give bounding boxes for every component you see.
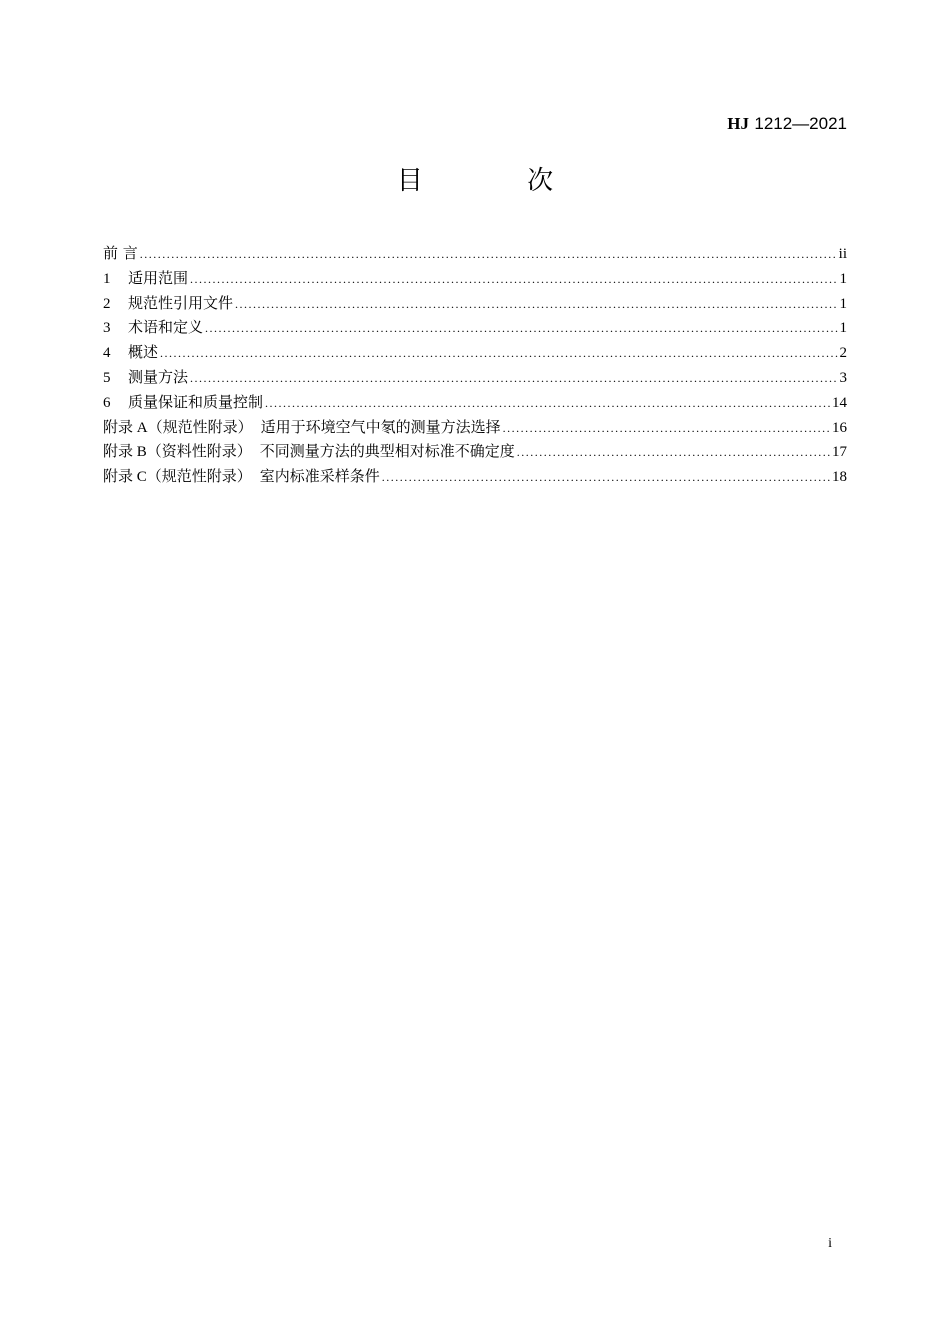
toc-entry-foreword[interactable] xyxy=(103,241,847,266)
standard-code: 1212—2021 xyxy=(754,114,847,133)
toc-leader-dots xyxy=(235,292,837,317)
toc-entry-label: 概述 xyxy=(128,343,159,362)
toc-entry-5[interactable] xyxy=(103,365,847,390)
toc-entry-label: 质量保证和质量控制 xyxy=(128,392,264,411)
toc-leader-dots xyxy=(140,242,837,267)
toc-entry-label: 不同测量方法的典型相对标准不确定度 xyxy=(259,442,515,461)
toc-entry-page: 16 xyxy=(832,419,847,436)
toc-entry-appendix-b[interactable] xyxy=(103,439,847,464)
toc-leader-dots xyxy=(205,316,837,341)
toc-entry-3[interactable] xyxy=(103,315,847,340)
toc-leader-dots xyxy=(503,416,830,441)
toc-entry-page: 2 xyxy=(839,345,847,362)
page-number: i xyxy=(828,1236,832,1251)
toc-entry-appendix-number: 附录 C（规范性附录） xyxy=(103,469,252,486)
toc-entry-number: 4 xyxy=(103,345,111,362)
toc-list xyxy=(103,241,847,489)
toc-entry-label: 术语和定义 xyxy=(128,318,204,337)
toc-leader-dots xyxy=(382,465,830,490)
toc-entry-page: 17 xyxy=(832,444,847,461)
toc-entry-number: 2 xyxy=(103,295,111,312)
toc-entry-2[interactable] xyxy=(103,291,847,316)
toc-entry-label: 测量方法 xyxy=(128,367,189,386)
toc-entry-number: 6 xyxy=(103,394,111,411)
toc-entry-label: 适用于环境空气中氡的测量方法选择 xyxy=(260,417,501,436)
toc-entry-page: 3 xyxy=(839,369,847,386)
toc-entry-page: 18 xyxy=(832,469,847,486)
toc-leader-dots xyxy=(517,440,830,465)
toc-entry-label: 前 言 xyxy=(103,244,138,262)
toc-entry-page: 1 xyxy=(839,270,847,287)
toc-entry-1[interactable] xyxy=(103,266,847,291)
toc-entry-number: 1 xyxy=(103,270,111,287)
toc-entry-label: 规范性引用文件 xyxy=(128,293,234,312)
toc-entry-label: 室内标准采样条件 xyxy=(259,467,380,486)
toc-entry-4[interactable] xyxy=(103,340,847,365)
toc-entry-number: 3 xyxy=(103,320,111,337)
toc-leader-dots xyxy=(190,366,837,391)
toc-entry-page: 1 xyxy=(839,295,847,312)
standard-number xyxy=(727,114,847,134)
toc-entry-page: 1 xyxy=(839,320,847,337)
toc-entry-label: 适用范围 xyxy=(128,268,189,287)
standard-prefix: HJ xyxy=(727,114,749,133)
toc-entry-page: ii xyxy=(838,246,847,262)
toc-leader-dots xyxy=(265,391,830,416)
toc-entry-appendix-c[interactable] xyxy=(103,464,847,489)
toc-entry-appendix-number: 附录 B（资料性附录） xyxy=(103,444,252,461)
toc-title: 目 次 xyxy=(396,166,602,196)
toc-entry-number: 5 xyxy=(103,369,111,386)
toc-entry-appendix-a[interactable] xyxy=(103,415,847,440)
toc-entry-appendix-number: 附录 A（规范性附录） xyxy=(103,419,253,436)
toc-leader-dots xyxy=(160,341,837,366)
toc-leader-dots xyxy=(190,267,837,292)
toc-entry-page: 14 xyxy=(832,394,847,411)
toc-entry-6[interactable] xyxy=(103,390,847,415)
